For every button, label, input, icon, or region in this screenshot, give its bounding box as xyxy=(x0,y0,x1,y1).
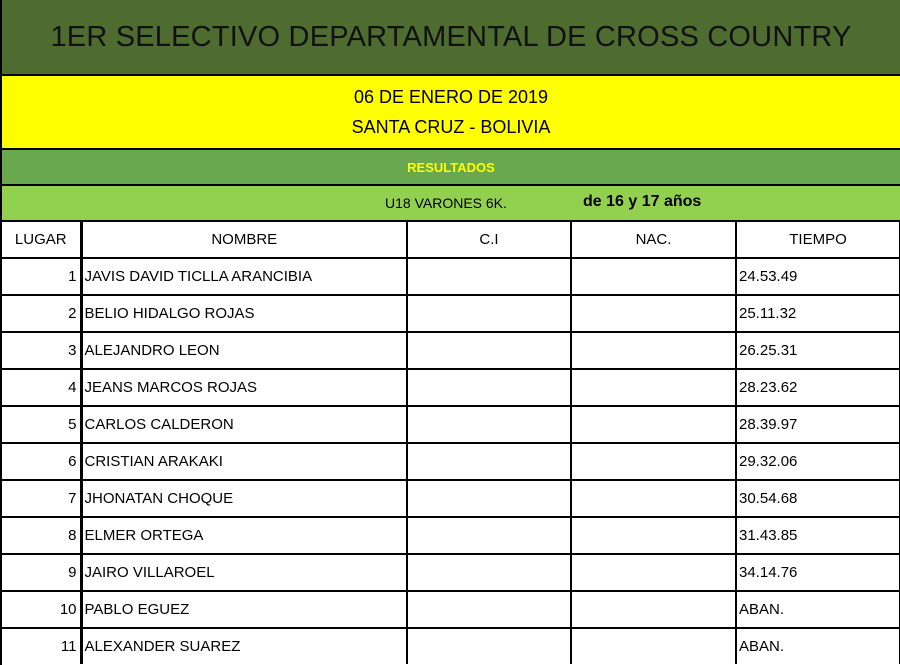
cell-lugar: 4 xyxy=(2,369,81,406)
cell-nombre: ALEXANDER SUAREZ xyxy=(81,628,407,664)
cell-nombre: JAVIS DAVID TICLLA ARANCIBIA xyxy=(81,258,407,295)
cell-ci xyxy=(407,591,571,628)
cell-nac xyxy=(571,480,736,517)
cell-ci xyxy=(407,369,571,406)
category-band xyxy=(2,186,900,222)
cell-lugar: 8 xyxy=(2,517,81,554)
event-date: 06 DE ENERO DE 2019 xyxy=(353,87,549,107)
cell-ci xyxy=(407,554,571,591)
table-row xyxy=(2,628,900,664)
header-tiempo: TIEMPO xyxy=(736,222,900,258)
cell-tiempo: 31.43.85 xyxy=(736,517,900,554)
table-row xyxy=(2,295,900,332)
cell-nac xyxy=(571,258,736,295)
table-row xyxy=(2,406,900,443)
cell-tiempo: 34.14.76 xyxy=(736,554,900,591)
cell-tiempo: 25.11.32 xyxy=(736,295,900,332)
cell-ci xyxy=(407,258,571,295)
cell-nac xyxy=(571,591,736,628)
cell-nombre: BELIO HIDALGO ROJAS xyxy=(81,295,407,332)
table-row xyxy=(2,332,900,369)
cell-ci xyxy=(407,332,571,369)
cell-nac xyxy=(571,443,736,480)
table-row xyxy=(2,480,900,517)
cell-tiempo: 30.54.68 xyxy=(736,480,900,517)
cell-ci xyxy=(407,443,571,480)
page-title: 1ER SELECTIVO DEPARTAMENTAL DE CROSS COUNTRY xyxy=(2,0,900,76)
cell-nombre: ELMER ORTEGA xyxy=(81,517,407,554)
age-group-label: de 16 y 17 años xyxy=(583,193,702,210)
results-table xyxy=(2,222,900,664)
cell-nombre: CRISTIAN ARAKAKI xyxy=(81,443,407,480)
table-row xyxy=(2,517,900,554)
cell-nac xyxy=(571,517,736,554)
table-row xyxy=(2,591,900,628)
cell-nombre: JAIRO VILLAROEL xyxy=(81,554,407,591)
cell-ci xyxy=(407,406,571,443)
header-ci: C.I xyxy=(407,222,571,258)
cell-tiempo: ABAN. xyxy=(736,628,900,664)
cell-ci xyxy=(407,480,571,517)
table-header-row xyxy=(2,222,900,258)
cell-tiempo: 29.32.06 xyxy=(736,443,900,480)
cell-ci xyxy=(407,295,571,332)
cell-ci xyxy=(407,517,571,554)
table-row xyxy=(2,443,900,480)
table-row xyxy=(2,554,900,591)
cell-lugar: 10 xyxy=(2,591,81,628)
cell-lugar: 1 xyxy=(2,258,81,295)
results-heading: RESULTADOS xyxy=(2,150,900,186)
table-row xyxy=(2,258,900,295)
cell-nombre: PABLO EGUEZ xyxy=(81,591,407,628)
cell-lugar: 2 xyxy=(2,295,81,332)
cell-nombre: JHONATAN CHOQUE xyxy=(81,480,407,517)
cell-nac xyxy=(571,554,736,591)
cell-nac xyxy=(571,628,736,664)
category-label: U18 VARONES 6K. xyxy=(385,195,507,211)
cell-lugar: 7 xyxy=(2,480,81,517)
cell-nac xyxy=(571,369,736,406)
table-row xyxy=(2,369,900,406)
cell-lugar: 11 xyxy=(2,628,81,664)
header-lugar: LUGAR xyxy=(2,222,81,258)
cell-tiempo: 28.39.97 xyxy=(736,406,900,443)
header-nombre: NOMBRE xyxy=(81,222,407,258)
cell-nac xyxy=(571,332,736,369)
cell-tiempo: ABAN. xyxy=(736,591,900,628)
cell-lugar: 9 xyxy=(2,554,81,591)
cell-nombre: ALEJANDRO LEON xyxy=(81,332,407,369)
cell-tiempo: 24.53.49 xyxy=(736,258,900,295)
cell-tiempo: 26.25.31 xyxy=(736,332,900,369)
cell-nombre: JEANS MARCOS ROJAS xyxy=(81,369,407,406)
event-location: SANTA CRUZ - BOLIVIA xyxy=(351,117,551,137)
cell-nombre: CARLOS CALDERON xyxy=(81,406,407,443)
cell-nac xyxy=(571,406,736,443)
header-nac: NAC. xyxy=(571,222,736,258)
cell-lugar: 6 xyxy=(2,443,81,480)
cell-lugar: 3 xyxy=(2,332,81,369)
cell-lugar: 5 xyxy=(2,406,81,443)
cell-ci xyxy=(407,628,571,664)
cell-tiempo: 28.23.62 xyxy=(736,369,900,406)
event-info-band xyxy=(2,76,900,150)
cell-nac xyxy=(571,295,736,332)
